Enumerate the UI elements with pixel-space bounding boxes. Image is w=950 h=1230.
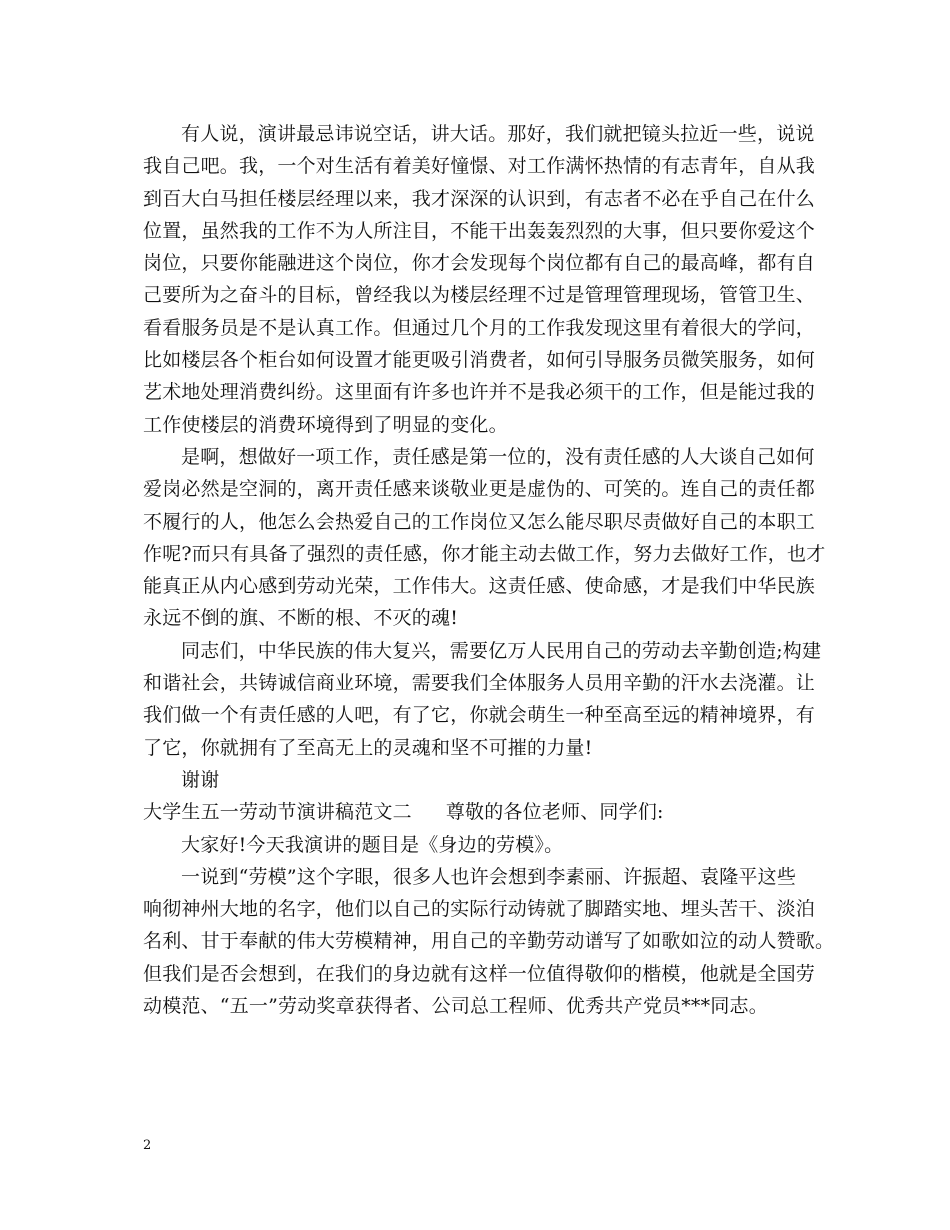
- paragraph-1-line: 到百大白马担任楼层经理以来，我才深深的认识到，有志者不必在乎自己在什么: [143, 187, 816, 210]
- paragraph-2-line: 是啊，想做好一项工作，责任感是第一位的，没有责任感的人大谈自己如何: [181, 445, 815, 468]
- paragraph-1-line: 我自己吧。我，一个对生活有着美好憧憬、对工作满怀热情的有志青年，自从我: [143, 155, 816, 178]
- paragraph-2-line: 永远不倒的旗、不断的根、不灭的魂!: [143, 607, 459, 630]
- salutation: 尊敬的各位老师、同学们:: [445, 801, 664, 824]
- paragraph-4-line: 但我们是否会想到，在我们的身边就有这样一位值得敬仰的楷模，他就是全国劳: [143, 962, 816, 985]
- paragraph-1-line: 岗位，只要你能融进这个岗位，你才会发现每个岗位都有自己的最高峰，都有自: [143, 252, 816, 275]
- paragraph-1-line: 有人说，演讲最忌讳说空话，讲大话。那好，我们就把镜头拉近一些，说说: [181, 123, 815, 145]
- page-number: 2: [143, 1138, 152, 1153]
- document-body: [143, 118, 835, 1022]
- thanks-line: 谢谢: [181, 768, 220, 791]
- paragraph-1-line: 工作使楼层的消费环境得到了明显的变化。: [143, 413, 508, 436]
- paragraph-1-line: 比如楼层各个柜台如何设置才能更吸引消费者，如何引导服务员微笑服务，如何: [143, 349, 816, 372]
- paragraph-3-line: 我们做一个有责任感的人吧，有了它，你就会萌生一种至高至远的精神境界，有: [143, 704, 816, 727]
- paragraph-4-line: 一说到“劳模”这个字眼，很多人也许会想到李素丽、许振超、袁隆平这些: [181, 865, 797, 888]
- paragraph-3-line: 同志们，中华民族的伟大复兴，需要亿万人民用自己的劳动去辛勤创造;构建: [181, 639, 822, 662]
- paragraph-1-line: 己要所为之奋斗的目标，曾经我以为楼层经理不过是管理管理现场，管管卫生、: [143, 284, 816, 307]
- paragraph-1-line: 位置，虽然我的工作不为人所注目，不能干出轰轰烈烈的大事，但只要你爱这个: [143, 219, 816, 242]
- paragraph-3-line: 和谐社会，共铸诚信商业环境，需要我们全体服务人员用辛勤的汗水去浇灌。让: [143, 672, 816, 695]
- greeting-line: 大家好!今天我演讲的题目是《身边的劳模》。: [181, 833, 564, 856]
- paragraph-4-line: 名利、甘于奉献的伟大劳模精神，用自己的辛勤劳动谱写了如歌如泣的动人赞歌。: [143, 930, 835, 953]
- paragraph-3-line: 了它，你就拥有了至高无上的灵魂和坚不可摧的力量!: [143, 736, 593, 759]
- paragraph-4-line: 动模范、“五一”劳动奖章获得者、公司总工程师、优秀共产党员***同志。: [143, 995, 768, 1018]
- section-heading-line: [143, 796, 811, 828]
- paragraph-2-line: 爱岗必然是空洞的，离开责任感来谈敬业更是虚伪的、可笑的。连自己的责任都: [143, 478, 816, 501]
- paragraph-4-line: 响彻神州大地的名字，他们以自己的实际行动铸就了脚踏实地、埋头苦干、淡泊: [143, 898, 816, 921]
- section-title: 大学生五一劳动节演讲稿范文二: [143, 801, 412, 824]
- paragraph-2-line: 能真正从内心感到劳动光荣，工作伟大。这责任感、使命感，才是我们中华民族: [143, 575, 816, 598]
- paragraph-2-line: 作呢?而只有具备了强烈的责任感，你才能主动去做工作，努力去做好工作，也才: [143, 542, 826, 565]
- paragraph-1-line: 艺术地处理消费纠纷。这里面有许多也许并不是我必须干的工作，但是能过我的: [143, 381, 816, 404]
- paragraph-2-line: 不履行的人，他怎么会热爱自己的工作岗位又怎么能尽职尽责做好自己的本职工: [143, 510, 816, 533]
- paragraph-1-line: 看看服务员是不是认真工作。但通过几个月的工作我发现这里有着很大的学问，: [143, 316, 816, 339]
